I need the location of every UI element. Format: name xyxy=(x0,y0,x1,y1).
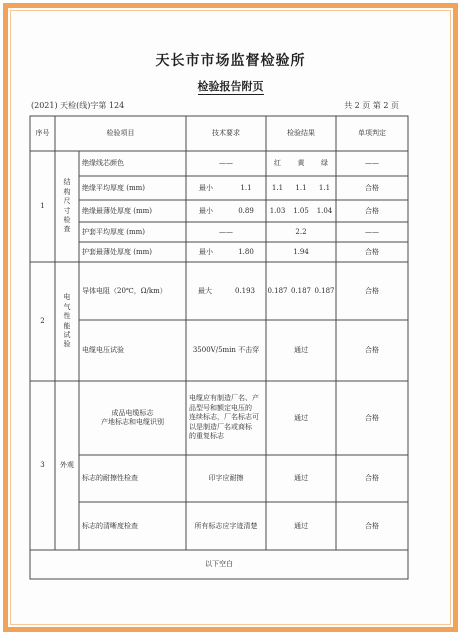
item-req-value: 0.89 xyxy=(238,206,254,215)
item-name: 绝缘线芯颜色 xyxy=(82,159,124,168)
group-char: 构 xyxy=(63,187,71,196)
group-label-electrical xyxy=(55,262,79,381)
row-number: 1 xyxy=(40,202,45,211)
row-number: 3 xyxy=(40,461,45,470)
blank-below-note: 以下空白 xyxy=(205,560,233,569)
item-name: 电缆电压试验 xyxy=(82,346,124,355)
item-result: 1.04 xyxy=(316,206,333,215)
group-char: 气 xyxy=(63,302,71,311)
req-line: 连续标志，厂名标志可 xyxy=(189,413,259,422)
group-label-appearance: 外观 xyxy=(60,461,74,470)
item-verdict: 合格 xyxy=(365,247,379,256)
item-req-value: 0.193 xyxy=(234,286,256,295)
col-header-result: 检验结果 xyxy=(287,129,315,138)
faint-seal-mark xyxy=(434,300,456,390)
item-result: 0.187 xyxy=(314,286,335,295)
group-char: 寸 xyxy=(63,206,71,215)
row-number: 2 xyxy=(40,317,45,326)
item-req-value: 1.80 xyxy=(238,247,254,256)
item-verdict: —— xyxy=(365,159,379,168)
report-number: (2021) 天检(线)字第 124 xyxy=(31,101,125,110)
item-name: 绝缘最薄处厚度 (mm) xyxy=(82,206,152,215)
item-verdict: —— xyxy=(365,227,379,236)
item-result: 1.1 xyxy=(295,183,307,192)
item-result: 0.187 xyxy=(267,286,288,295)
item-result: 通过 xyxy=(294,474,308,483)
group-char: 验 xyxy=(63,340,71,349)
item-name: 护套最薄处厚度 (mm) xyxy=(82,247,152,256)
item-verdict: 合格 xyxy=(365,286,379,295)
item-name: 绝缘平均厚度 (mm) xyxy=(82,183,145,192)
group-char: 性 xyxy=(63,312,71,321)
item-result: 1.94 xyxy=(293,247,309,256)
col-header-item: 检验项目 xyxy=(106,129,135,138)
item-result: 2.2 xyxy=(295,227,307,236)
req-line: 的重复标志 xyxy=(189,432,224,441)
item-verdict: 合格 xyxy=(365,474,379,483)
item-verdict: 合格 xyxy=(365,206,379,215)
item-verdict: 合格 xyxy=(365,521,379,530)
item-name: 导体电阻（20℃，Ω/km） xyxy=(82,286,167,295)
item-name-line: 成品电缆标志 xyxy=(111,408,154,417)
group-char: 试 xyxy=(63,330,71,339)
item-name-line: 产地标志和电缆识别 xyxy=(101,418,164,426)
group-char: 查 xyxy=(63,225,71,234)
item-name: 标志的清晰度检查 xyxy=(82,521,138,530)
item-name xyxy=(79,381,186,455)
group-char: 结 xyxy=(63,178,71,187)
item-verdict: 合格 xyxy=(365,413,379,422)
report-org-title: 天长市市场监督检验所 xyxy=(155,53,306,69)
item-name: 护套平均厚度 (mm) xyxy=(82,227,145,236)
item-result: 1.1 xyxy=(271,183,284,192)
item-result: 绿 xyxy=(321,159,328,168)
group-char: 检 xyxy=(63,215,71,224)
item-result: 通过 xyxy=(294,521,308,530)
item-requirement: —— xyxy=(219,227,233,236)
req-line: 品型号和额定电压的 xyxy=(189,403,252,412)
item-req-label: 最小 xyxy=(199,206,213,215)
item-result: 1.1 xyxy=(318,183,331,192)
group-char: 能 xyxy=(63,321,71,330)
col-header-no: 序号 xyxy=(35,129,50,138)
item-result: 红 xyxy=(274,159,281,168)
req-line: 电缆应有制造厂名、产 xyxy=(189,394,259,403)
item-result: 1.03 xyxy=(269,206,286,215)
item-verdict: 合格 xyxy=(365,183,379,192)
item-requirement: 印字应耐擦 xyxy=(208,474,244,483)
page-info: 共 2 页 第 2 页 xyxy=(344,101,399,110)
group-char: 尺 xyxy=(63,197,71,206)
item-result: 黄 xyxy=(297,159,305,168)
item-verdict: 合格 xyxy=(365,346,379,355)
col-header-verdict: 单项判定 xyxy=(358,129,386,138)
item-requirement: 所有标志应字迹清楚 xyxy=(194,521,258,530)
item-requirement xyxy=(186,381,266,455)
subtitle-text: 检验报告附页 xyxy=(197,80,264,93)
item-result: 通过 xyxy=(294,413,308,422)
group-char: 电 xyxy=(63,293,71,302)
item-result: 通过 xyxy=(294,346,308,355)
req-line: 以是制造厂名或商标 xyxy=(189,422,252,431)
group-label-structure xyxy=(55,151,79,262)
item-req-label: 最小 xyxy=(199,247,213,256)
col-header-requirement: 技术要求 xyxy=(212,129,240,138)
item-req-value: 1.1 xyxy=(240,183,252,192)
item-requirement: —— xyxy=(219,159,233,168)
item-result: 0.187 xyxy=(290,286,312,295)
item-result: 1.05 xyxy=(293,206,309,215)
item-requirement: 3500V/5min 不击穿 xyxy=(192,346,260,355)
item-name: 标志的耐擦性检查 xyxy=(82,474,138,483)
item-req-label: 最小 xyxy=(199,183,213,192)
item-req-label: 最大 xyxy=(198,286,212,295)
